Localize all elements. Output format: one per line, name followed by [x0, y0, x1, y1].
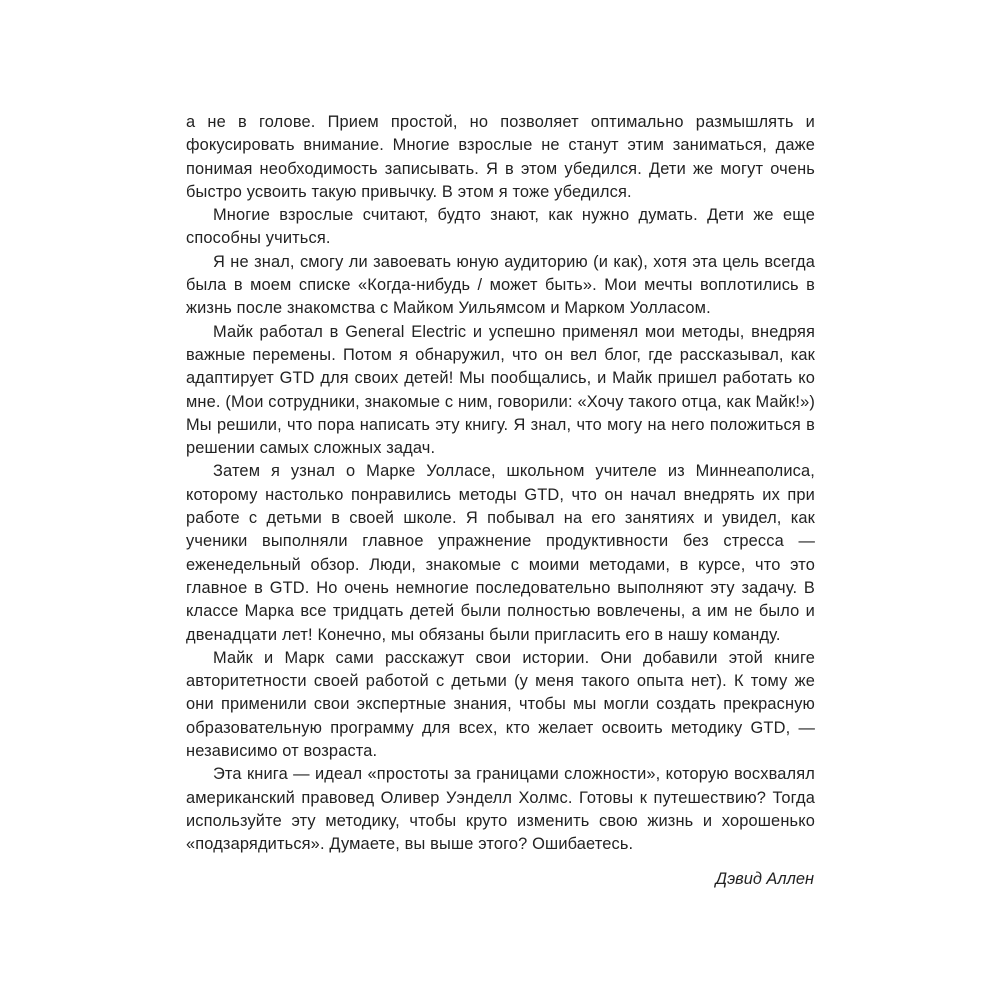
paragraph-continuation: а не в голове. Прием простой, но позволяет оптимально размышлять и фокусировать внимание. Многие взрослые не станут этим заниматься, даже понимая необходимость записывать. Я в этом убедился. Дети же могут очень быстро усвоить такую привычку. В этом я тоже убедился. — [186, 113, 815, 201]
paragraph: Я не знал, смогу ли завоевать юную аудиторию (и как), хотя эта цель всегда была в моем списке «Когда-нибудь / может быть». Мои мечты воплотились в жизнь после знакомства с Майком Уильямсом и Марком Уолласом. — [186, 252, 815, 318]
paragraph: Затем я узнал о Марке Уолласе, школьном учителе из Миннеаполиса, которому настолько понравились методы GTD, что он начал внедрять их при работе с детьми в своей школе. Я побывал на его занятиях и увидел, как ученики выполняли главное упражнение продуктивности без стресса — еженедельный обзор. Люди, знакомые с моими методами, в курсе, что это главное в GTD. Но очень немногие последовательно выполняют эту задачу. В классе Марка все тридцать детей были полностью вовлечены, а им не было и двенадцати лет! Конечно, мы обязаны были пригласить его в нашу команду. — [186, 462, 815, 644]
paragraph: Эта книга — идеал «простоты за границами сложности», которую восхвалял американский правовед Оливер Уэнделл Холмс. Готовы к путешествию? Тогда используйте эту методику, чтобы круто изменить свою жизнь и хорошенько «подзарядиться». Думаете, вы выше этого? Ошибаетесь. — [186, 765, 815, 854]
body-text — [186, 111, 815, 857]
paragraph: Майк работал в General Electric и успешно применял мои методы, внедряя важные перемены. Потом я обнаружил, что он вел блог, где рассказывал, как адаптирует GTD для своих детей! Мы пообщались, и Майк пришел работать ко мне. (Мои сотрудники, знакомые с ним, говорили: «Хочу такого отца, как Майк!») Мы решили, что пора написать эту книгу. Я знал, что могу на него положиться в решении самых сложных задач. — [186, 322, 815, 458]
paragraph: Майк и Марк сами расскажут свои истории. Они добавили этой книге авторитетности своей работой с детьми (у меня такого опыта нет). К тому же они применили свои экспертные знания, чтобы мы могли создать прекрасную образовательную программу для всех, кто желает освоить методику GTD, — независимо от возраста. — [186, 648, 815, 761]
paragraph: Многие взрослые считают, будто знают, как нужно думать. Дети же еще способны учиться. — [186, 206, 815, 248]
author-signature: Дэвид Аллен — [715, 870, 814, 888]
